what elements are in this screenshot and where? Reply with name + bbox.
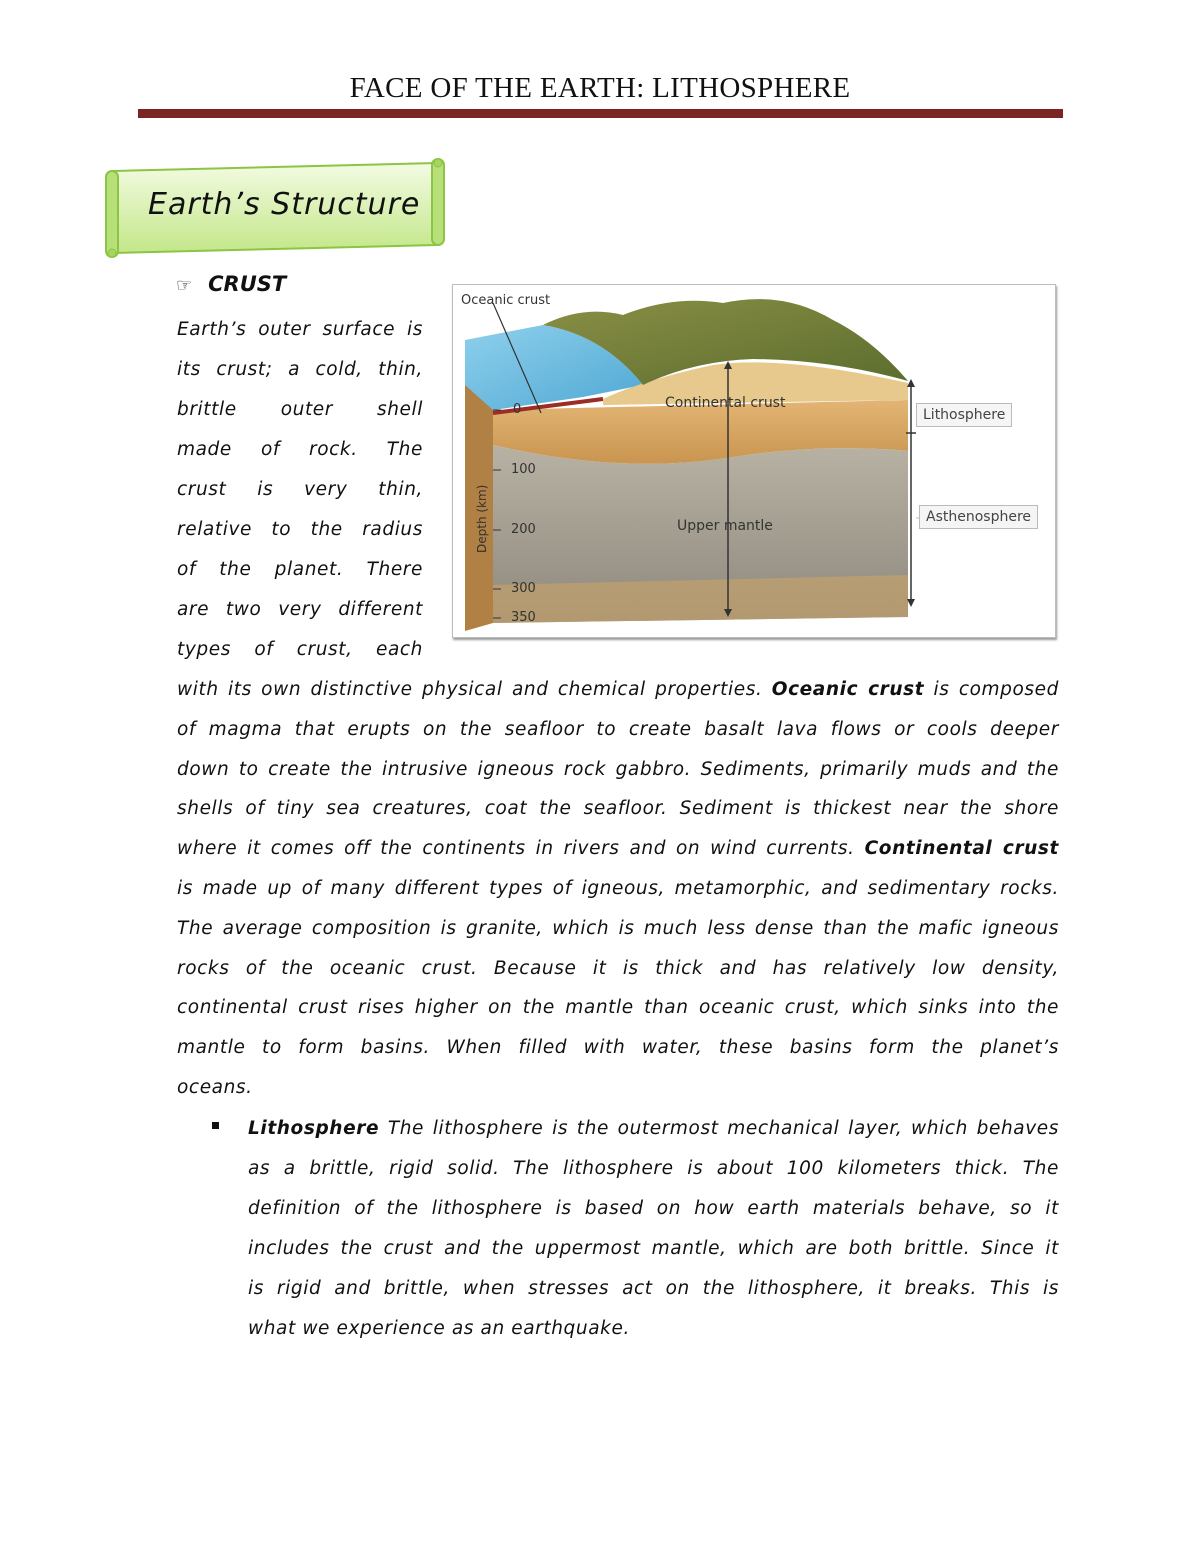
text-segment: oceans. [177,1076,253,1098]
crust-column-line: are two very different [177,599,423,620]
crust-text-line [177,949,1059,989]
text-segment: includes the crust and the uppermost mantle, which are both brittle. Since it [248,1238,1059,1259]
text-segment: continental crust rises higher on the mantle than oceanic crust, which sinks into the [177,997,1059,1019]
text-segment: mantle to form basins. When filled with water, these basins form the planet’s [177,1037,1059,1059]
asthenosphere-label: Asthenosphere [919,505,1038,529]
lithosphere-paragraph [248,1109,1059,1349]
key-term: Oceanic crust [771,679,925,700]
section-title: Earth’s Structure [148,187,421,222]
crust-text-line [177,1068,1059,1108]
header-rule [138,109,1063,118]
square-bullet-icon [212,1122,219,1129]
crust-column-line: relative to the radius [177,519,423,540]
text-segment: The lithosphere is the outermost mechanical layer, which behaves [379,1118,1059,1139]
crust-column-line: brittle outer shell [177,399,423,420]
text-segment: The average composition is granite, which is much less dense than the mafic igneous [177,917,1059,939]
text-segment: with its own distinctive physical and chemical properties. [177,679,772,700]
key-term: Continental crust [864,838,1059,860]
crust-text-line [177,988,1059,1028]
depth-tick-100: 100 [511,462,536,477]
text-segment: where it comes off the continents in rivers and on wind currents. [177,838,865,860]
depth-tick-0: 0 [513,402,522,417]
crust-column-line: Earth’s outer surface is [177,319,423,340]
crust-column-line: of the planet. There [177,559,423,580]
lithosphere-line [248,1229,1059,1269]
lithosphere-label: Lithosphere [916,403,1012,427]
lithosphere-line [248,1109,1059,1149]
crust-text-line [177,829,1059,869]
text-segment: is rigid and brittle, when stresses act on the lithosphere, it breaks. This is [248,1278,1059,1299]
depth-tick-200: 200 [511,522,536,537]
text-segment: as a brittle, rigid solid. The lithosphere is about 100 kilometers thick. The [248,1158,1059,1179]
text-segment: is composed [924,679,1059,700]
crust-full-text [177,670,1059,1108]
crust-text-line [177,1028,1059,1068]
earth-layers-figure [452,284,1056,638]
crust-text-line [177,869,1059,909]
crust-column-line: types of crust, each [177,639,423,660]
upper-mantle-label: Upper mantle [677,518,773,534]
continental-crust-label: Continental crust [665,395,786,411]
text-segment: what we experience as an earthquake. [248,1318,630,1339]
crust-cross-section-diagram [453,285,1055,637]
crust-text-line [177,789,1059,829]
crust-text-line [177,909,1059,949]
text-segment: rocks of the oceanic crust. Because it is thick and has relatively low density, [177,957,1059,979]
text-segment: is made up of many different types of igneous, metamorphic, and sedimentary rocks. [177,877,1059,899]
crust-column-text [177,310,423,670]
crust-heading-label: CRUST [208,272,287,296]
crust-column-line: made of rock. The [177,439,423,460]
text-segment: of magma that erupts on the seafloor to create basalt lava flows or cools deeper [177,718,1059,740]
depth-tick-300: 300 [511,581,536,596]
text-segment: down to create the intrusive igneous rock gabbro. Sediments, primarily muds and the [177,758,1059,780]
lithosphere-term: Lithosphere [248,1118,380,1139]
section-banner [102,157,448,259]
crust-column-line: crust is very thin, [177,479,423,500]
page-header: FACE OF THE EARTH: LITHOSPHERE [349,72,851,104]
depth-axis-label: Depth (km) [475,484,489,553]
crust-heading [176,272,286,296]
lithosphere-line [248,1189,1059,1229]
oceanic-crust-label: Oceanic crust [461,293,551,308]
depth-tick-350: 350 [511,610,536,625]
pointing-hand-icon: ☞ [176,275,193,296]
lithosphere-line [248,1149,1059,1189]
crust-text-line [177,750,1059,790]
text-segment: definition of the lithosphere is based on how earth materials behave, so it [248,1198,1059,1219]
crust-text-line [177,670,1059,710]
lithosphere-line [248,1269,1059,1309]
crust-column-line: its crust; a cold, thin, [177,359,423,380]
lithosphere-line [248,1309,1059,1349]
text-segment: shells of tiny sea creatures, coat the seafloor. Sediment is thickest near the shore [177,798,1059,820]
crust-text-line [177,710,1059,750]
